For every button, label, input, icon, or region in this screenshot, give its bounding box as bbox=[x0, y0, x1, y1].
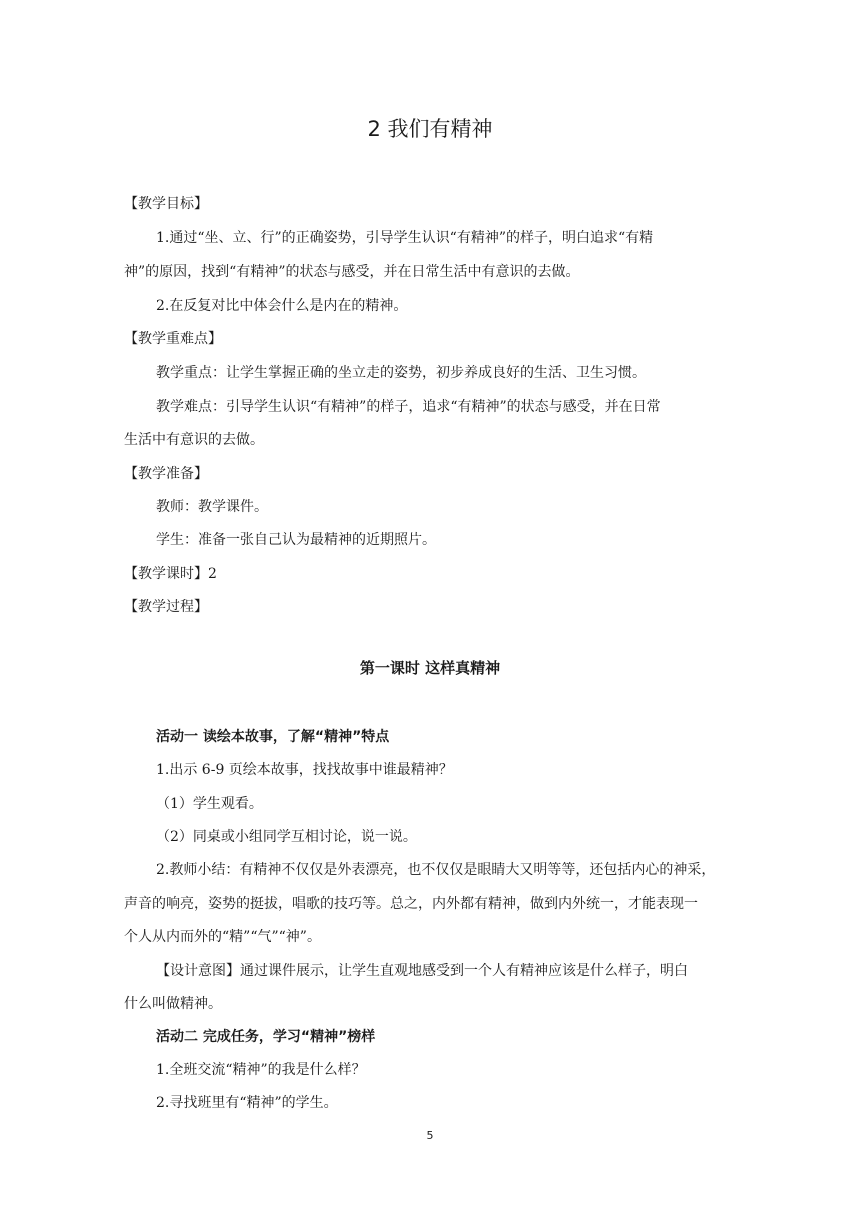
goal-1-line-1: 1.通过“坐、立、行”的正确姿势，引导学生认识“有精神”的样子，明白追求“有精 bbox=[156, 230, 654, 246]
heading-teaching-preparation: 【教学准备】 bbox=[124, 466, 208, 482]
heading-class-hours: 【教学课时】2 bbox=[124, 566, 217, 582]
heading-teaching-goals: 【教学目标】 bbox=[124, 196, 208, 212]
activity-2-step-2: 2.寻找班里有“精神”的学生。 bbox=[156, 1095, 338, 1111]
activity-1-summary-line-1: 2.教师小结：有精神不仅仅是外表漂亮，也不仅仅是眼睛大又明等等，还包括内心的神采， bbox=[156, 862, 716, 878]
activity-2-heading: 活动二 完成任务，学习“精神”榜样 bbox=[156, 1029, 376, 1045]
student-preparation: 学生：准备一张自己认为最精神的近期照片。 bbox=[156, 532, 436, 548]
goal-2: 2.在反复对比中体会什么是内在的精神。 bbox=[156, 298, 408, 314]
activity-1-summary-line-3: 个人从内而外的“精”“气”“神”。 bbox=[124, 929, 321, 945]
activity-1-summary-line-2: 声音的响亮，姿势的挺拔，唱歌的技巧等。总之，内外都有精神，做到内外统一，才能表现一 bbox=[124, 896, 698, 912]
goal-1-line-2: 神”的原因，找到“有精神”的状态与感受，并在日常生活中有意识的去做。 bbox=[124, 264, 580, 280]
difficult-point-line-2: 生活中有意识的去做。 bbox=[124, 432, 264, 448]
design-intent-line-1: 【设计意图】通过课件展示，让学生直观地感受到一个人有精神应该是什么样子，明白 bbox=[156, 963, 688, 979]
activity-1-step-1b: （2）同桌或小组同学互相讨论，说一说。 bbox=[156, 829, 417, 845]
heading-key-difficult-points: 【教学重难点】 bbox=[124, 331, 222, 347]
activity-1-step-1a: （1）学生观看。 bbox=[156, 796, 263, 812]
activity-2-step-1: 1.全班交流“精神”的我是什么样？ bbox=[156, 1062, 366, 1078]
section-title: 第一课时 这样真精神 bbox=[359, 659, 501, 677]
activity-1-heading: 活动一 读绘本故事，了解“精神”特点 bbox=[156, 729, 390, 745]
page-title: 2 我们有精神 bbox=[367, 117, 493, 141]
design-intent-line-2: 什么叫做精神。 bbox=[124, 996, 222, 1012]
page-number: 5 bbox=[426, 1129, 434, 1142]
teacher-preparation: 教师：教学课件。 bbox=[156, 499, 268, 515]
activity-1-step-1: 1.出示 6-9 页绘本故事，找找故事中谁最精神？ bbox=[156, 762, 453, 778]
heading-teaching-process: 【教学过程】 bbox=[124, 599, 208, 615]
key-point: 教学重点：让学生掌握正确的坐立走的姿势，初步养成良好的生活、卫生习惯。 bbox=[156, 365, 646, 381]
difficult-point-line-1: 教学难点：引导学生认识“有精神”的样子，追求“有精神”的状态与感受，并在日常 bbox=[156, 399, 661, 415]
